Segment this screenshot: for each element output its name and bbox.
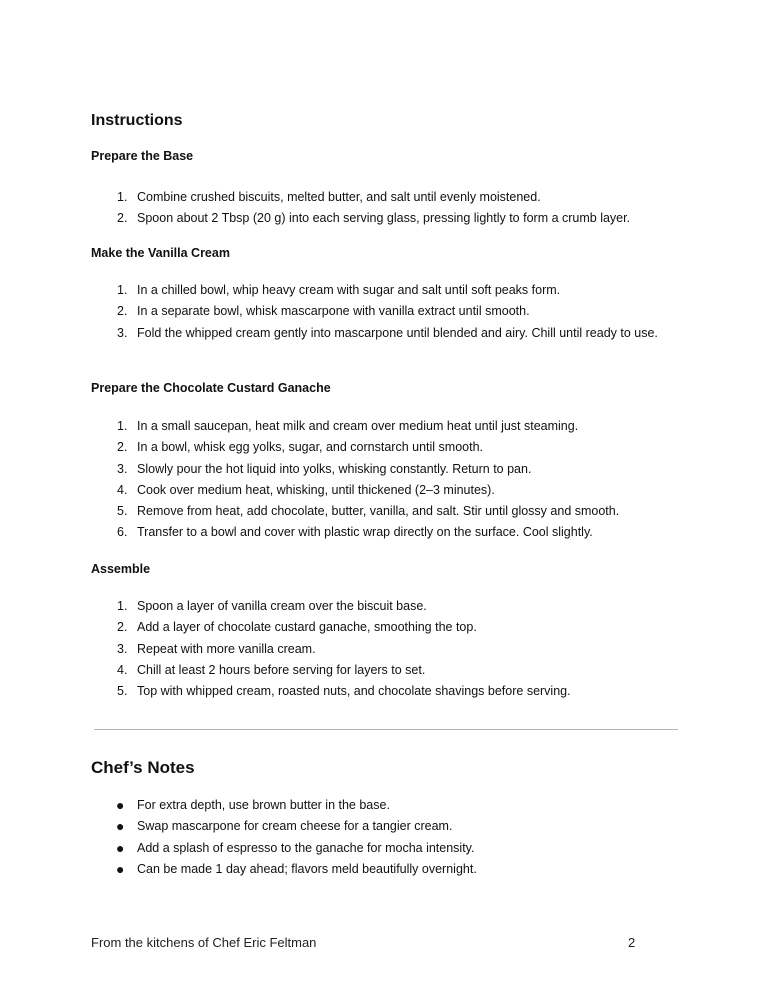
note-item [117,795,677,816]
step-text: Spoon about 2 Tbsp (20 g) into each serving glass, pressing lightly to form a crumb layer. [137,211,631,226]
step-number: 4. [117,662,128,677]
note-item [117,816,677,837]
step-item [117,522,677,543]
step-text: Chill at least 2 hours before serving for layers to set. [137,662,426,677]
step-item [117,480,677,501]
step-text: In a bowl, whisk egg yolks, sugar, and cornstarch until smooth. [137,440,484,455]
step-text: In a chilled bowl, whip heavy cream with sugar and salt until soft peaks form. [137,283,561,297]
step-number: 1. [117,283,128,297]
step-item [117,323,677,344]
step-text: Slowly pour the hot liquid into yolks, whisking constantly. Return to pan. [137,461,532,476]
note-text: Can be made 1 day ahead; flavors meld beautifully overnight. [137,861,477,876]
step-text: Cook over medium heat, whisking, until thickened (2–3 minutes). [137,482,495,497]
step-number: 2. [117,304,128,319]
step-item [117,660,677,681]
step-item [117,459,677,480]
step-text: Fold the whipped cream gently into mascarpone until blended and airy. Chill until ready to use. [137,325,658,340]
step-number: 5. [117,504,128,519]
footer-text: From the kitchens of Chef Eric Feltman [91,935,317,950]
chefs-notes-list [117,795,677,880]
note-text: Swap mascarpone for cream cheese for a tangier cream. [137,819,453,834]
chefs-notes-heading: Chef’s Notes [91,758,195,777]
step-text: Spoon a layer of vanilla cream over the biscuit base. [137,599,427,613]
note-text: Add a splash of espresso to the ganache for mocha intensity. [137,840,475,855]
step-number: 1. [117,599,128,613]
step-number: 1. [117,190,128,204]
step-text: Add a layer of chocolate custard ganache, smoothing the top. [137,620,477,635]
step-text: Combine crushed biscuits, melted butter, and salt until evenly moistened. [137,190,541,204]
step-text: In a separate bowl, whisk mascarpone with vanilla extract until smooth. [137,304,530,319]
bullet-icon: ● [116,797,125,813]
step-item [117,681,677,702]
step-number: 6. [117,525,128,540]
step-item [117,501,677,522]
bullet-icon: ● [116,860,125,877]
step-item [117,301,677,322]
steps-ganache [117,416,677,544]
step-text: Remove from heat, add chocolate, butter, vanilla, and salt. Stir until glossy and smooth. [137,504,620,519]
step-text: Repeat with more vanilla cream. [137,641,316,656]
step-item [117,208,677,229]
note-text: For extra depth, use brown butter in the base. [137,798,390,812]
step-text: In a small saucepan, heat milk and cream over medium heat until just steaming. [137,419,579,433]
section-heading-vanilla-cream: Make the Vanilla Cream [91,246,230,260]
step-number: 3. [117,641,128,656]
steps-vanilla-cream [117,280,677,344]
step-text: Top with whipped cream, roasted nuts, and chocolate shavings before serving. [137,684,571,699]
step-item [117,596,677,617]
step-item [117,416,677,437]
bullet-icon: ● [116,839,125,856]
step-number: 2. [117,211,128,226]
section-heading-ganache: Prepare the Chocolate Custard Ganache [91,381,331,395]
step-item [117,617,677,638]
step-number: 4. [117,482,128,497]
step-item [117,437,677,458]
step-item [117,280,677,301]
step-number: 1. [117,419,128,433]
step-item [117,187,677,208]
steps-base [117,187,677,230]
step-item [117,639,677,660]
step-number: 5. [117,684,128,699]
note-item [117,838,677,859]
bullet-icon: ● [116,818,125,835]
page-number: 2 [628,935,636,950]
step-number: 3. [117,325,128,340]
instructions-heading: Instructions [91,112,183,129]
step-number: 2. [117,620,128,635]
divider [94,729,678,730]
step-text: Transfer to a bowl and cover with plastic wrap directly on the surface. Cool slightly. [137,525,593,540]
steps-assemble [117,596,677,702]
step-number: 2. [117,440,128,455]
step-number: 3. [117,461,128,476]
section-heading-base: Prepare the Base [91,149,194,163]
section-heading-assemble: Assemble [91,562,151,576]
note-item [117,859,677,880]
